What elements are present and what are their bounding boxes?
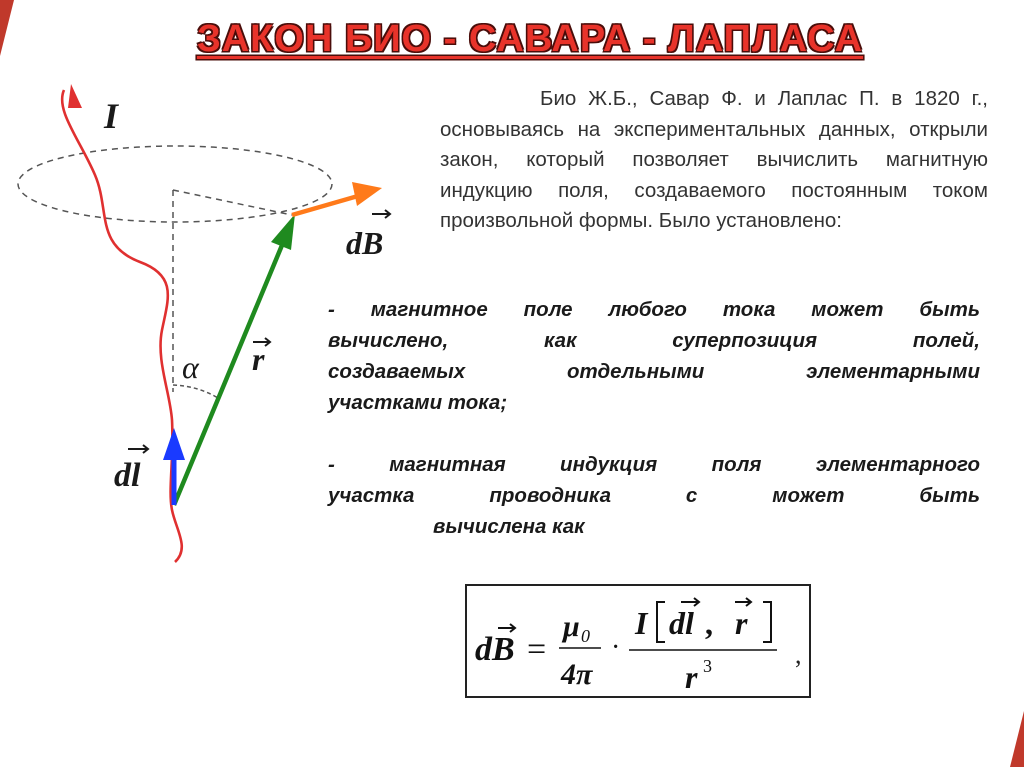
intro-paragraph: Био Ж.Б., Савар Ф. и Лаплас П. в 1820 г., основываясь на экспериментальных данных, открыли закон, который позволяет вычислить магнитную индукцию поля, создаваемого постоянным током произвольной формы. Было установлено: [440,87,988,232]
point1-line2: вычислено, как суперпозиция полей, [328,329,980,352]
current-arrowhead [68,84,82,108]
point2-line2: участка проводника с может быть [328,484,980,507]
current-label: I [104,96,119,136]
formula-four-pi: 4π [561,658,593,691]
db-vector [292,196,358,215]
field-circle [18,146,332,222]
formula-right-bracket [763,602,771,642]
db-label: dB [346,225,384,261]
formula-numer-dl: dl [669,605,694,641]
formula-denom-exp: 3 [703,656,712,676]
alpha-label: α [182,349,199,385]
db-label-vector-arrow [372,210,390,218]
biot-savart-diagram [0,0,440,600]
biot-savart-formula [465,584,811,698]
formula-lhs: dB [475,631,515,668]
dl-vector-arrowhead [163,428,185,460]
formula-numer-comma: , [705,605,713,641]
formula-trailing-comma: , [795,640,802,669]
slide-title: ЗАКОН БИО - САВАРА - ЛАПЛАСА [196,18,864,60]
formula-left-bracket [657,602,665,642]
formula-equals: = [527,631,547,668]
formula-mu-sub: 0 [581,626,590,646]
corner-accent-right [1004,0,1024,767]
formula-dot: · [611,632,621,663]
formula-mu: μ [563,610,580,643]
formula-numer-i: I [635,605,648,641]
formula-denom-r: r [685,659,698,695]
point2-line1: - магнитная индукция поля элементарного [328,453,980,476]
formula-numer-r: r [735,605,748,641]
r-label: r [252,341,265,377]
point2-line3: вычислена как [433,515,585,538]
point1-line1: - магнитное поле любого тока может быть [328,298,980,321]
alpha-arc [173,385,218,398]
dl-label: dl [114,457,141,494]
dl-label-vector-arrow [128,445,148,453]
point1-line3: создаваемых отдельными элементарными [328,360,980,383]
r-vector-arrowhead [271,214,295,250]
point1-line4: участками тока; [328,391,508,414]
db-vector-arrowhead [352,182,382,206]
